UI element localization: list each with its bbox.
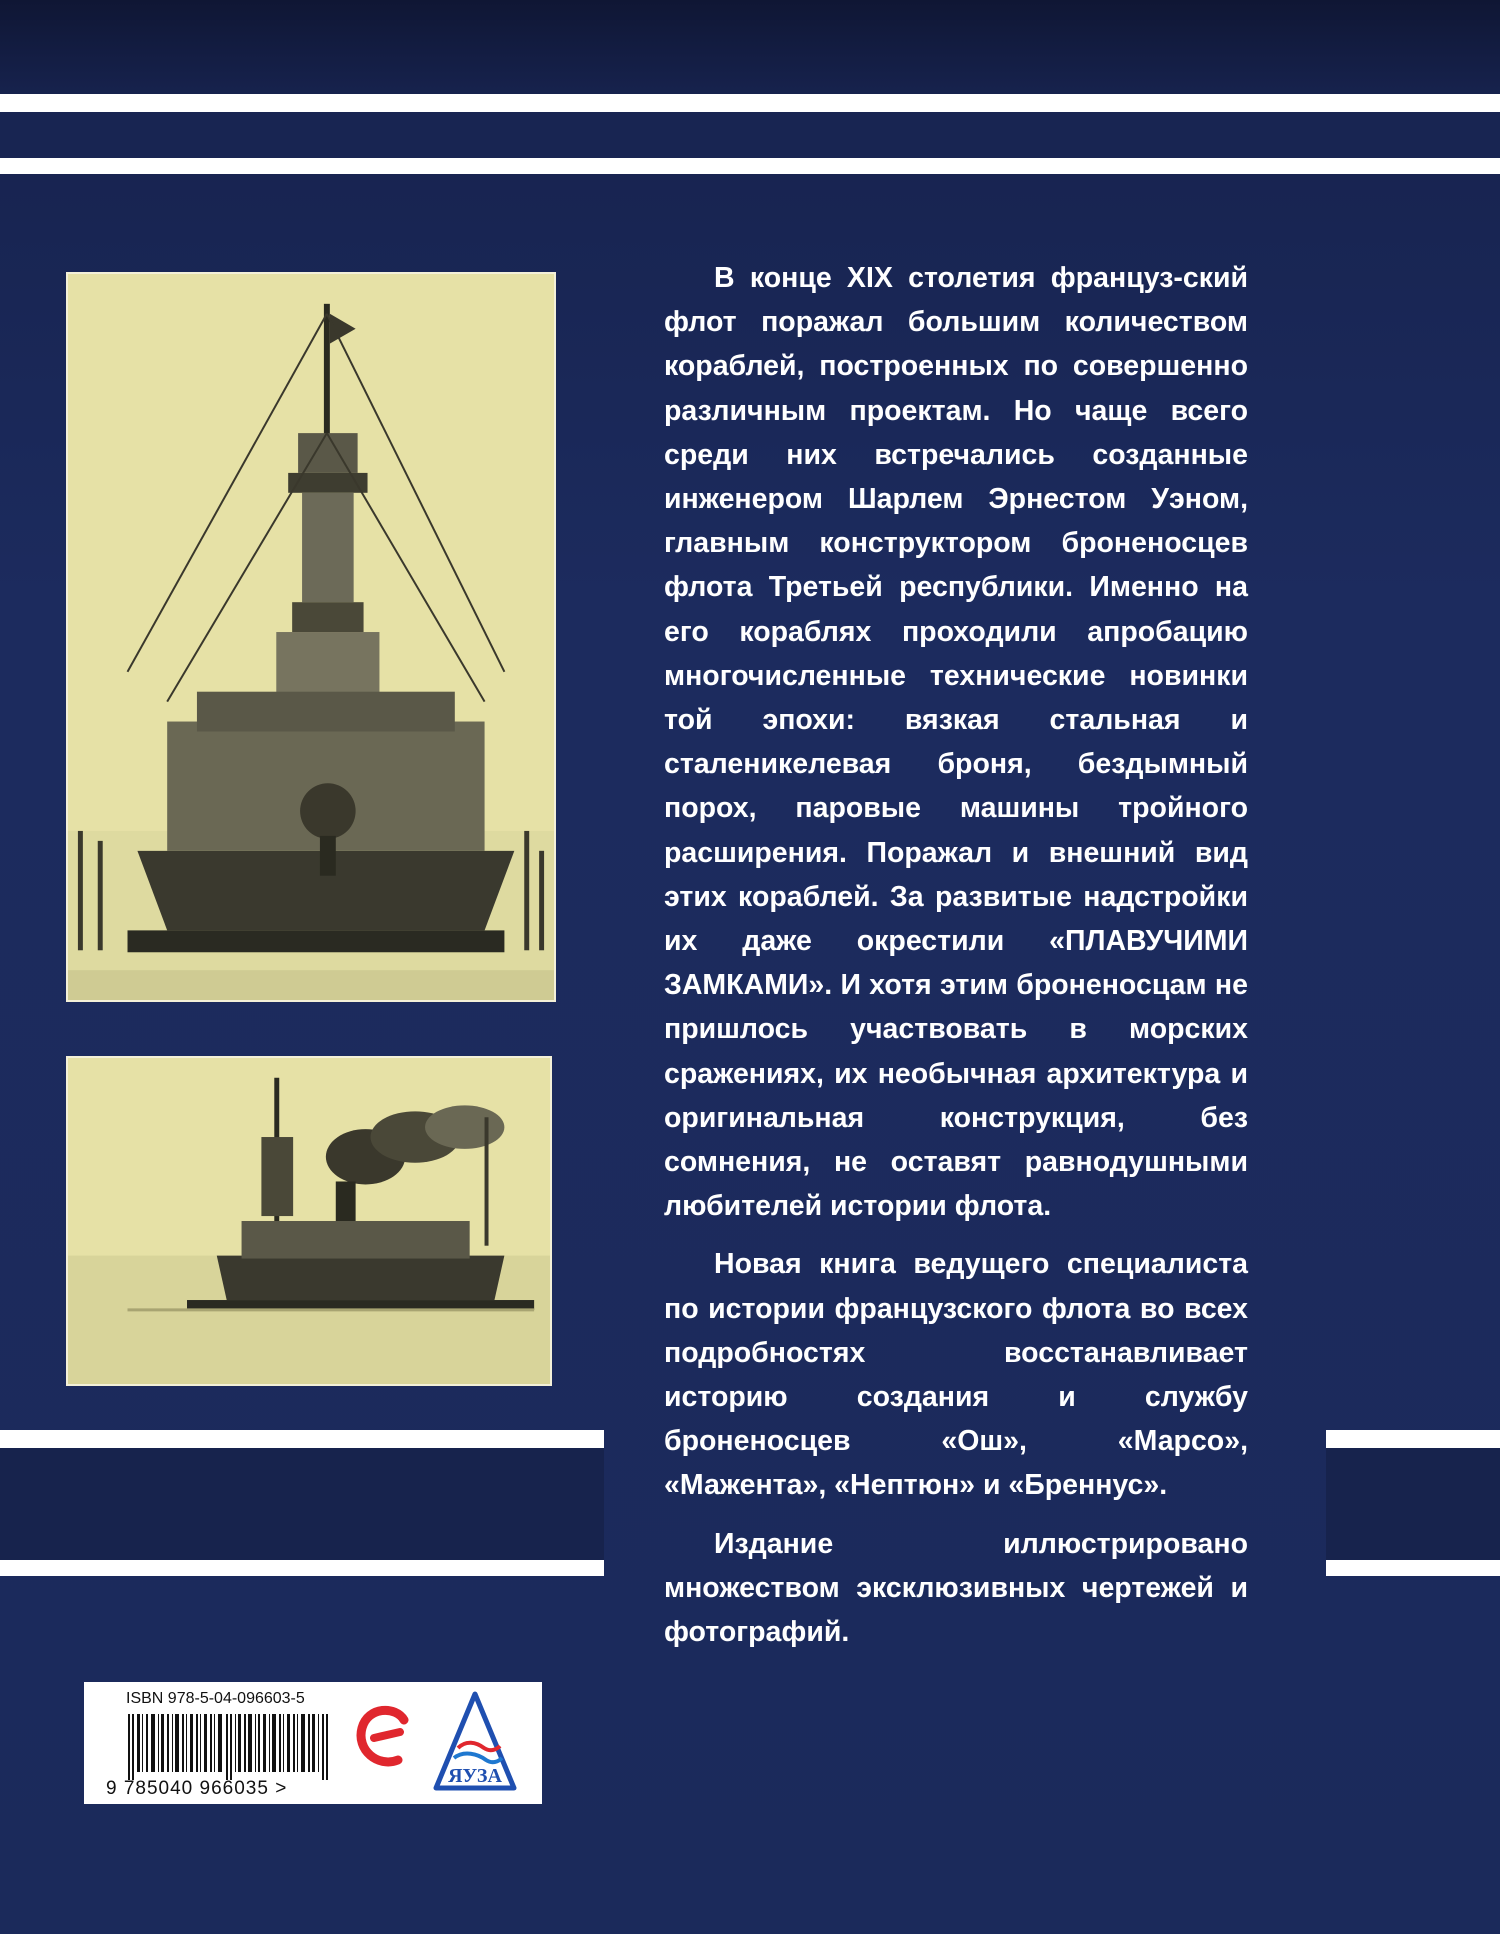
battleship-side-view-photo <box>68 1058 550 1384</box>
eksmo-logo <box>352 1702 414 1774</box>
mid-band-right <box>1326 1448 1500 1560</box>
battleship-front-photo <box>66 272 556 1002</box>
top-stripe-2 <box>0 158 1500 174</box>
mid-stripe-right-1 <box>1326 1430 1500 1448</box>
yauza-logo <box>432 1690 518 1796</box>
battleship-front-view-photo <box>68 274 554 1000</box>
mid-stripe-right-2 <box>1326 1560 1500 1576</box>
barcode-digits: 9 785040 966035 > <box>106 1778 288 1799</box>
top-stripe-1 <box>0 94 1500 112</box>
mid-stripe-left-1 <box>0 1430 604 1448</box>
barcode-icon <box>128 1714 338 1780</box>
top-band <box>0 112 1500 158</box>
mid-band-left <box>0 1448 604 1560</box>
yauza-logo-text: ЯУЗА <box>448 1765 502 1787</box>
description-text <box>664 256 1248 1654</box>
paragraph-2: Новая книга ведущего специалиста по истории французского флота во всех подробностях восстанавливает историю создания и службу броненосцев «Ош», «Марсо», «Мажента», «Нептюн» и «Бреннус». <box>664 1248 1248 1502</box>
paragraph-1: В конце XIX столетия француз-ский флот поражал большим количеством кораблей, построенных по совершенно различным проектам. Но чаще всего среди них встречались созданные инженером Шарлем Эрнестом Уэном, главным конструктором броненосцев флота Третьей республики. Именно на его кораблях проходили апробацию многочисленные технические новинки той эпохи: вязкая стальная и сталеникелевая броня, бездымный порох, паровые машины тройного расширения. Поражал и внешний вид этих кораблей. За развитые надстройки их даже окрестили «ПЛАВУЧИМИ ЗАМКАМИ». И хотя этим броненосцам не пришлось участвовать в морских сражениях, их необычная архитектура и оригинальная конструкция, без сомнения, не оставят равнодушными любителей истории флота. <box>664 262 1248 1223</box>
battleship-side-photo <box>66 1056 552 1386</box>
barcode-box <box>84 1682 542 1804</box>
mid-stripe-left-2 <box>0 1560 604 1576</box>
isbn-label: ISBN 978-5-04-096603-5 <box>126 1690 305 1707</box>
paragraph-3: Издание иллюстрировано множеством эксклюзивных чертежей и фотографий. <box>664 1527 1248 1649</box>
